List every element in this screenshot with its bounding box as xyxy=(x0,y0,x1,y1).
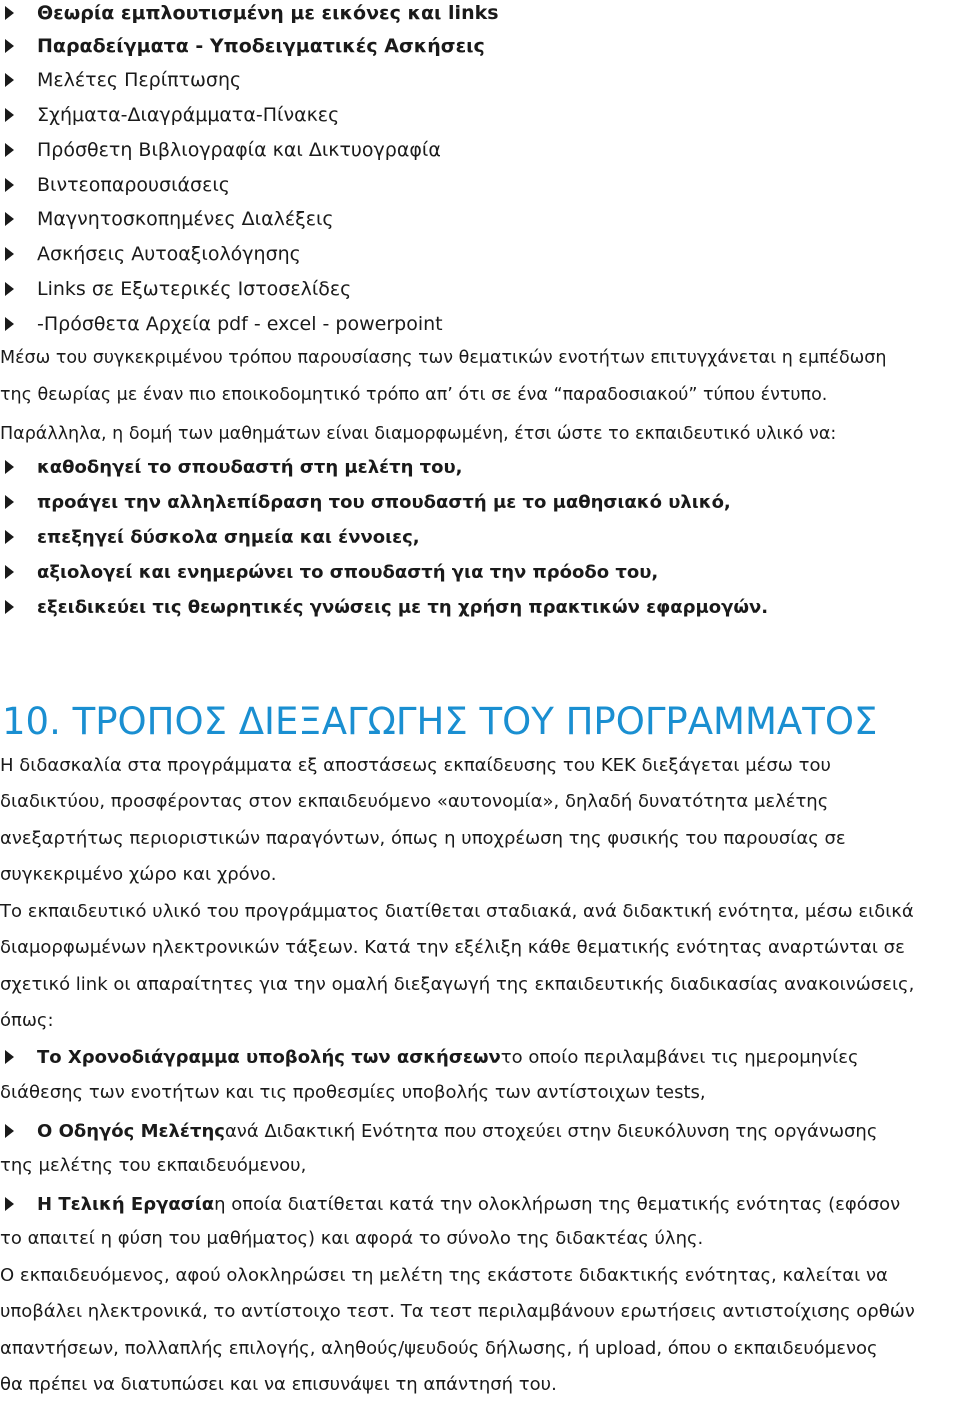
list-item xyxy=(0,307,443,341)
paragraph-line: υποβάλει ηλεκτρονικά, το αντίστοιχο τεστ. Τα τεστ περιλαμβάνουν ερωτήσεις αντιστοίχισης ορθών xyxy=(0,1301,915,1322)
paragraph-line: διαμορφωμένων ηλεκτρονικών τάξεων. Κατά την εξέλιξη κάθε θεματικής ενότητας αναρτώνται σε xyxy=(0,937,905,958)
bullet-arrow-icon xyxy=(5,1050,14,1064)
list-item-continuation: διάθεσης των ενοτήτων και τις προθεσμίες υποβολής των αντίστοιχων tests, xyxy=(0,1082,706,1103)
list-item-text: Παραδείγματα - Υποδειγματικές Ασκήσεις xyxy=(37,35,485,57)
paragraph-line: απαντήσεων, πολλαπλής επιλογής, αληθούς/ψευδούς δήλωσης, ή upload, όπου ο εκπαιδευόμενος xyxy=(0,1338,878,1359)
paragraph-line: σχετικό link οι απαραίτητες για την ομαλή διεξαγωγή της εκπαιδευτικής διαδικασίας ανακοινώσεις, xyxy=(0,974,915,995)
list-item xyxy=(0,450,463,484)
list-item xyxy=(0,1116,877,1146)
list-item xyxy=(0,555,658,589)
list-item-text: αξιολογεί και ενημερώνει το σπουδαστή για την πρόοδο του, xyxy=(37,561,659,583)
list-item xyxy=(0,520,420,554)
paragraph-line: Το εκπαιδευτικό υλικό του προγράμματος διατίθεται σταδιακά, ανά διδακτική ενότητα, μέσω ειδικά xyxy=(0,901,914,922)
list-item-text: το οποίο περιλαμβάνει τις ημερομηνίες xyxy=(500,1046,859,1068)
bullet-arrow-icon xyxy=(5,247,14,261)
list-item-text: Links σε Εξωτερικές Ιστοσελίδες xyxy=(37,278,352,300)
list-item-continuation: το απαιτεί η φύση του μαθήματος) και αφορά το σύνολο της διδακτέας ύλης. xyxy=(0,1228,704,1249)
list-item-text: καθοδηγεί το σπουδαστή στη μελέτη του, xyxy=(37,456,463,478)
list-item xyxy=(0,202,334,236)
paragraph-line: Παράλληλα, η δομή των μαθημάτων είναι διαμορφωμένη, έτσι ώστε το εκπαιδευτικό υλικό να: xyxy=(0,424,837,444)
list-item-text: επεξηγεί δύσκολα σημεία και έννοιες, xyxy=(37,526,420,548)
section-heading: 10. ΤΡΟΠΟΣ ΔΙΕΞΑΓΩΓΗΣ ΤΟΥ ΠΡΟΓΡΑΜΜΑΤΟΣ xyxy=(2,700,878,743)
list-item-text: Πρόσθετη Βιβλιογραφία και Δικτυογραφία xyxy=(37,139,441,161)
bullet-arrow-icon xyxy=(5,39,14,53)
bullet-arrow-icon xyxy=(5,1197,14,1211)
paragraph-line: θα πρέπει να διατυπώσει και να επισυνάψει τη απάντησή του. xyxy=(0,1374,557,1395)
list-item-text: προάγει την αλληλεπίδραση του σπουδαστή με το μαθησιακό υλικό, xyxy=(37,491,731,513)
bullet-arrow-icon xyxy=(5,565,14,579)
bullet-arrow-icon xyxy=(5,6,14,20)
bullet-arrow-icon xyxy=(5,460,14,474)
list-item-text: εξειδικεύει τις θεωρητικές γνώσεις με τη χρήση πρακτικών εφαρμογών. xyxy=(37,596,769,618)
list-item xyxy=(0,1189,900,1219)
paragraph-line: διαδικτύου, προσφέροντας στον εκπαιδευόμενο «αυτονομία», δηλαδή δυνατότητα μελέτης xyxy=(0,791,829,812)
bullet-arrow-icon xyxy=(5,530,14,544)
list-item xyxy=(0,133,441,167)
paragraph-line: συγκεκριμένο χώρο και χρόνο. xyxy=(0,864,277,885)
list-item-title: Ο Οδηγός Μελέτης xyxy=(37,1120,225,1142)
bullet-arrow-icon xyxy=(5,600,14,614)
list-item xyxy=(0,168,230,202)
paragraph-line: Η διδασκαλία στα προγράμματα εξ αποστάσεως εκπαίδευσης του ΚΕΚ διεξάγεται μέσω του xyxy=(0,755,831,776)
list-item xyxy=(0,590,768,624)
list-item xyxy=(0,63,241,97)
bullet-arrow-icon xyxy=(5,108,14,122)
paragraph-line: όπως: xyxy=(0,1010,54,1031)
bullet-arrow-icon xyxy=(5,178,14,192)
bullet-arrow-icon xyxy=(5,73,14,87)
list-item-continuation: της μελέτης του εκπαιδευόμενου, xyxy=(0,1155,307,1176)
bullet-arrow-icon xyxy=(5,282,14,296)
list-item-text: Μαγνητοσκοπημένες Διαλέξεις xyxy=(37,208,334,230)
bullet-arrow-icon xyxy=(5,212,14,226)
paragraph-line: της θεωρίας με έναν πιο εποικοδομητικό τρόπο απ’ ότι σε ένα “παραδοσιακού” τύπου έντυπο. xyxy=(0,385,828,405)
bullet-arrow-icon xyxy=(5,1124,14,1138)
list-item xyxy=(0,29,485,63)
paragraph-line: Μέσω του συγκεκριμένου τρόπου παρουσίασης των θεματικών ενοτήτων επιτυγχάνεται η εμπέδωση xyxy=(0,348,887,368)
list-item-text: η οποία διατίθεται κατά την ολοκλήρωση της θεματικής ενότητας (εφόσον xyxy=(214,1193,901,1215)
list-item-text: ανά Διδακτική Ενότητα που στοχεύει στην διευκόλυνση της οργάνωσης xyxy=(224,1120,878,1142)
list-item xyxy=(0,0,499,30)
list-item-text: Θεωρία εμπλουτισμένη με εικόνες και links xyxy=(37,2,499,24)
list-item xyxy=(0,272,351,306)
list-item-title: Το Χρονοδιάγραμμα υποβολής των ασκήσεων xyxy=(37,1046,501,1068)
paragraph-line: ανεξαρτήτως περιοριστικών παραγόντων, όπως η υποχρέωση της φυσικής του παρουσίας σε xyxy=(0,828,846,849)
bullet-arrow-icon xyxy=(5,143,14,157)
list-item-text: -Πρόσθετα Αρχεία pdf - excel - powerpoint xyxy=(37,313,443,335)
bullet-arrow-icon xyxy=(5,317,14,331)
list-item-text: Σχήματα-Διαγράμματα-Πίνακες xyxy=(37,104,340,126)
list-item xyxy=(0,98,339,132)
list-item xyxy=(0,485,731,519)
list-item-text: Μελέτες Περίπτωσης xyxy=(37,69,242,91)
bullet-arrow-icon xyxy=(5,495,14,509)
list-item xyxy=(0,1042,859,1072)
list-item-text: Βιντεοπαρουσιάσεις xyxy=(37,174,230,196)
paragraph-line: Ο εκπαιδευόμενος, αφού ολοκληρώσει τη μελέτη της εκάστοτε διδακτικής ενότητας, καλείται να xyxy=(0,1265,888,1286)
list-item-title: Η Τελική Εργασία xyxy=(37,1193,215,1215)
list-item xyxy=(0,237,301,271)
list-item-text: Ασκήσεις Αυτοαξιολόγησης xyxy=(37,243,301,265)
